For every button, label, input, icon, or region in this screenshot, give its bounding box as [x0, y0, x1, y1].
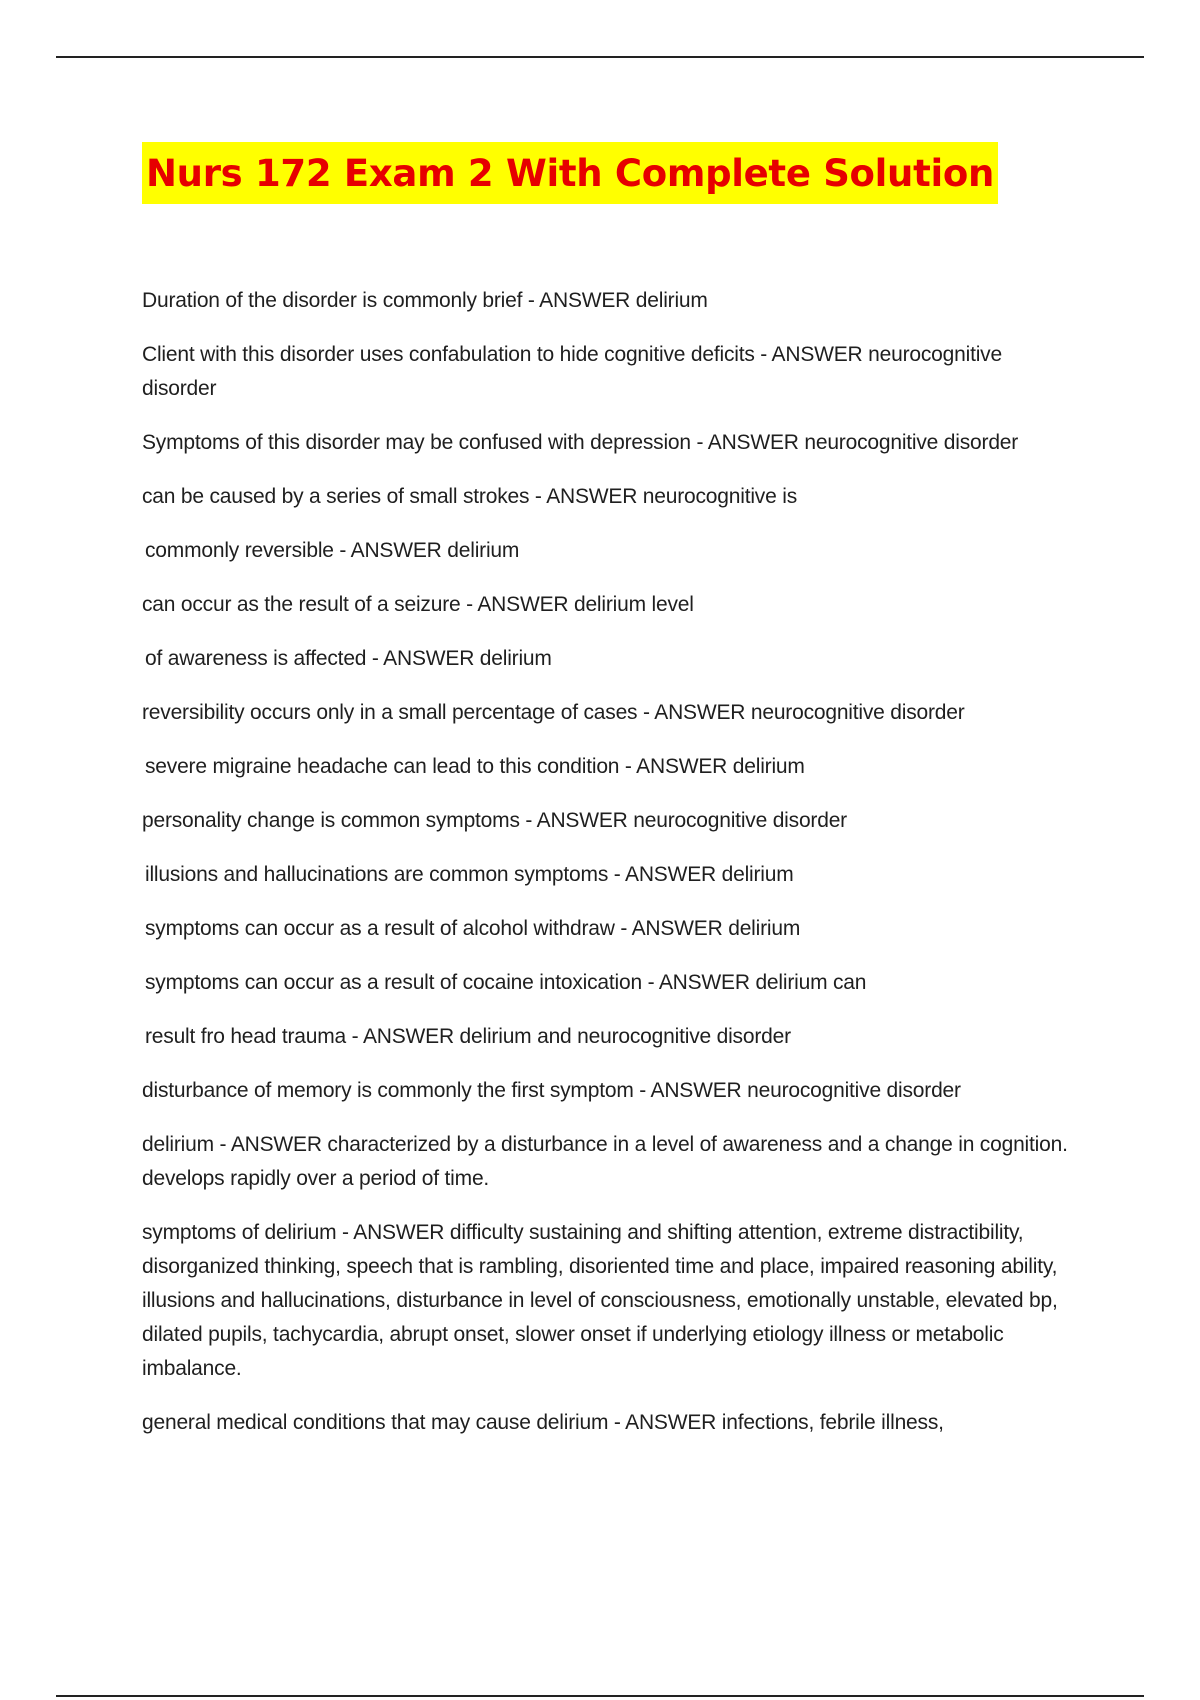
page-title: Nurs 172 Exam 2 With Complete Solution	[146, 151, 995, 195]
qa-item: personality change is common symptoms - ANSWER neurocognitive disorder	[142, 809, 847, 832]
qa-item: symptoms can occur as a result of cocaine intoxication - ANSWER delirium can	[145, 971, 867, 994]
qa-item: symptoms of delirium - ANSWER difficulty sustaining and shifting attention, extreme distractibility, disorganized thinking, speech that is rambling, disoriented time and place, impaired reasoning ability, illusions and hallucinations, disturbance in level of consciousness, emotionally unstable, elevated bp, dilated pupils, tachycardia, abrupt onset, slower onset if underlying etiology illness or metabolic imbalance.	[142, 1221, 1058, 1380]
qa-item: result fro head trauma - ANSWER delirium and neurocognitive disorder	[145, 1025, 791, 1048]
title-highlight	[142, 142, 998, 204]
qa-item: illusions and hallucinations are common symptoms - ANSWER delirium	[145, 863, 794, 886]
qa-item: Duration of the disorder is commonly brief - ANSWER delirium	[142, 289, 708, 312]
qa-item: delirium - ANSWER characterized by a disturbance in a level of awareness and a change in cognition. develops rapidly over a period of time.	[142, 1133, 1068, 1190]
qa-item: commonly reversible - ANSWER delirium	[145, 539, 520, 562]
qa-item: symptoms can occur as a result of alcohol withdraw - ANSWER delirium	[145, 917, 801, 940]
qa-item: Symptoms of this disorder may be confused with depression - ANSWER neurocognitive disorder	[142, 431, 1019, 454]
qa-item: can occur as the result of a seizure - ANSWER delirium level	[142, 593, 694, 616]
qa-list	[142, 284, 1072, 1460]
qa-item: disturbance of memory is commonly the first symptom - ANSWER neurocognitive disorder	[142, 1079, 961, 1102]
qa-item: Client with this disorder uses confabulation to hide cognitive deficits - ANSWER neurocognitive disorder	[142, 343, 1002, 400]
qa-item: reversibility occurs only in a small percentage of cases - ANSWER neurocognitive disorder	[142, 701, 965, 724]
qa-item: severe migraine headache can lead to this condition - ANSWER delirium	[145, 755, 805, 778]
qa-item: general medical conditions that may cause delirium - ANSWER infections, febrile illness,	[142, 1411, 944, 1434]
qa-item: can be caused by a series of small strokes - ANSWER neurocognitive is	[142, 485, 797, 508]
top-rule	[56, 56, 1144, 58]
bottom-rule	[56, 1695, 1144, 1697]
qa-item: of awareness is affected - ANSWER delirium	[145, 647, 552, 670]
